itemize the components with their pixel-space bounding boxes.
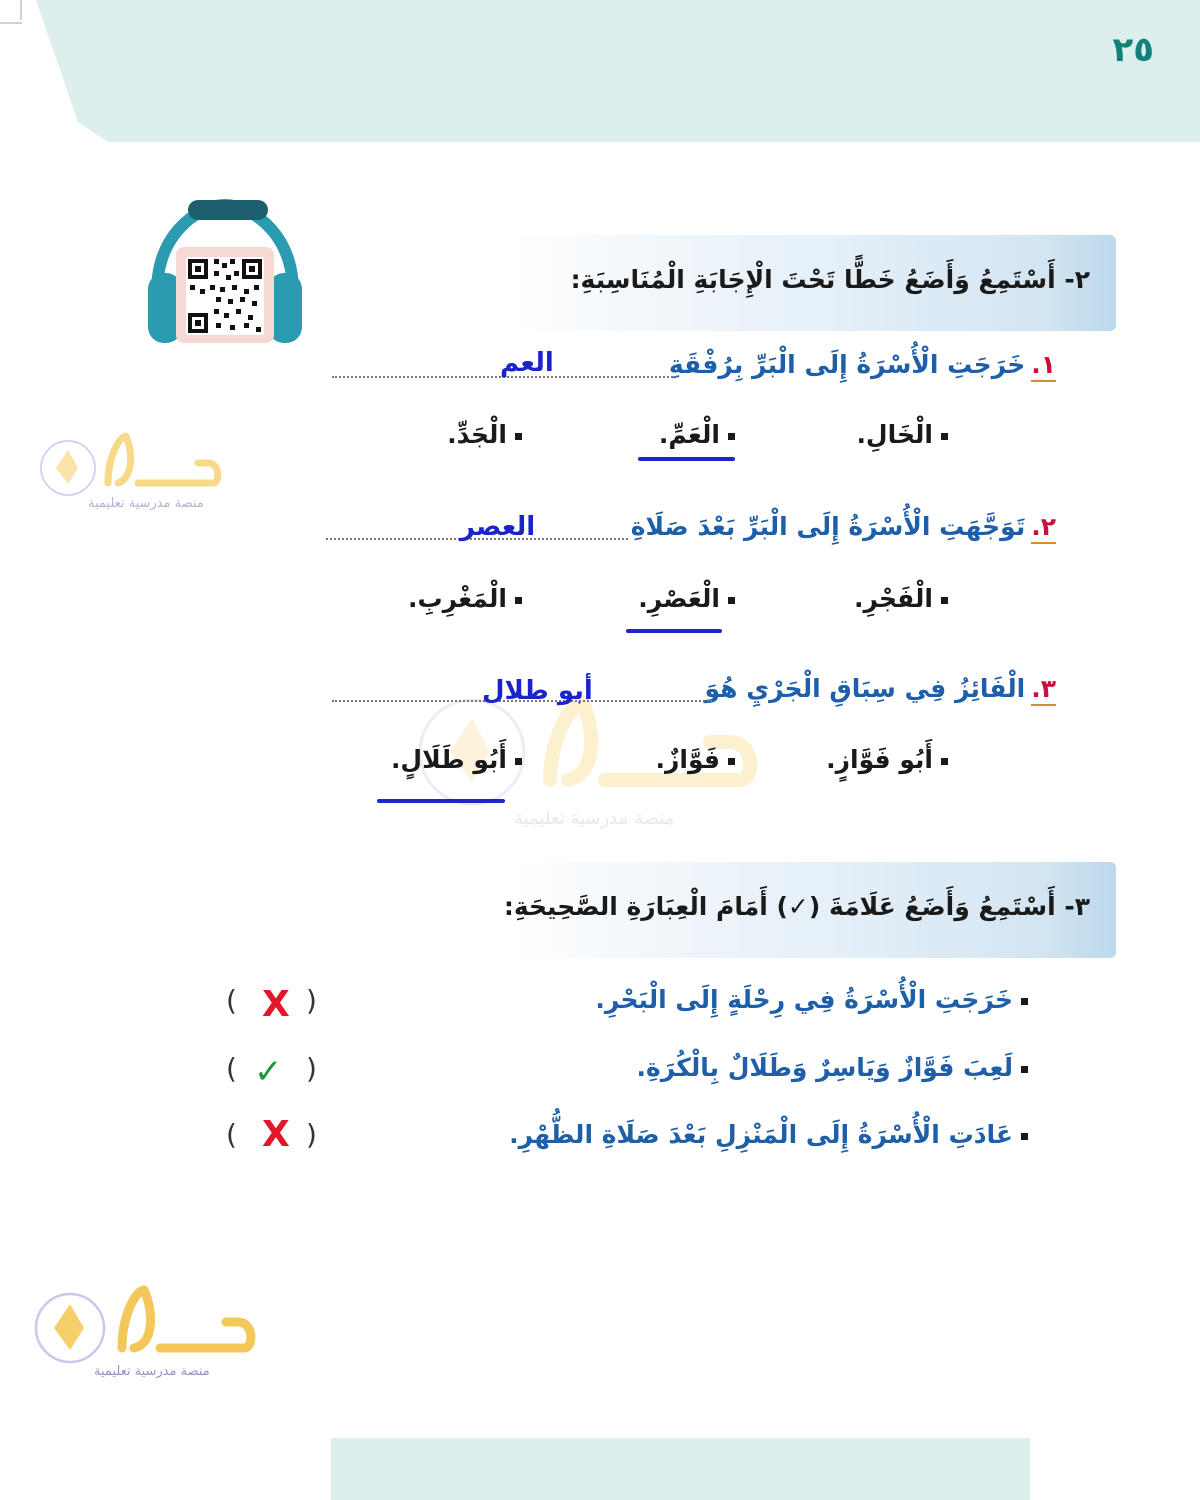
statement-1: خَرَجَتِ الْأُسْرَةُ فِي رِحْلَةٍ إِلَى الْبَحْرِ. bbox=[595, 985, 1028, 1014]
q1-option-1[interactable]: الْخَالِ. bbox=[856, 420, 948, 449]
wrong-mark-icon: X bbox=[262, 1114, 290, 1155]
q2-option-3[interactable]: الْمَغْرِبِ. bbox=[408, 584, 522, 613]
watermark-tagline-bottom: منصة مدرسية تعليمية bbox=[94, 1364, 210, 1379]
q2-underline-mark bbox=[626, 629, 722, 633]
q3-option-3[interactable]: أَبُو طَلَالٍ. bbox=[391, 745, 522, 774]
question-1 bbox=[669, 350, 1056, 379]
hulul-logo-bottom bbox=[32, 1278, 282, 1388]
q2-option-2[interactable]: الْعَصْرِ. bbox=[638, 584, 735, 613]
bullet-icon bbox=[515, 758, 522, 765]
question-1-text: خَرَجَتِ الْأُسْرَةُ إِلَى الْبَرِّ بِرُفْقَةِ bbox=[668, 350, 1026, 379]
paren-open: ( bbox=[226, 1118, 237, 1151]
headphones-qr-icon[interactable] bbox=[140, 195, 310, 360]
bullet-icon bbox=[1021, 1066, 1028, 1073]
paren-close: ) bbox=[306, 984, 317, 1017]
bullet-icon bbox=[728, 758, 735, 765]
bullet-icon bbox=[1021, 1133, 1028, 1140]
bullet-icon bbox=[941, 597, 948, 604]
question-3-number: ٣. bbox=[1031, 674, 1056, 706]
question-2-number: ٢. bbox=[1031, 512, 1056, 544]
q1-option-2[interactable]: الْعَمِّ. bbox=[659, 420, 735, 449]
bottom-band bbox=[331, 1438, 1030, 1500]
corner-mark-vertical bbox=[20, 0, 22, 20]
handwritten-answer-2: العصر bbox=[460, 512, 536, 542]
handwritten-answer-1: العم bbox=[500, 348, 554, 378]
bullet-icon bbox=[941, 433, 948, 440]
question-2-text: تَوَجَّهَتِ الْأُسْرَةُ إِلَى الْبَرِّ بَعْدَ صَلَاةِ bbox=[630, 512, 1026, 541]
paren-open: ( bbox=[226, 984, 237, 1017]
q3-underline-mark bbox=[377, 799, 505, 803]
q1-underline-mark bbox=[638, 457, 735, 461]
hulul-logo-icon bbox=[38, 428, 238, 518]
question-2 bbox=[631, 512, 1056, 541]
section-3-title: ٣- أَسْتَمِعُ وَأَضَعُ عَلَامَةَ (✓) أَمَامَ الْعِبَارَةِ الصَّحِيحَةِ: bbox=[503, 892, 1090, 921]
paren-open: ( bbox=[226, 1052, 237, 1085]
q3-option-1[interactable]: أَبُو فَوَّازٍ. bbox=[826, 745, 948, 774]
page-number: ٢٥ bbox=[1112, 30, 1154, 70]
paren-close: ) bbox=[306, 1052, 317, 1085]
q3-option-2[interactable]: فَوَّازٌ. bbox=[655, 745, 735, 774]
bullet-icon bbox=[515, 433, 522, 440]
statement-3: عَادَتِ الْأُسْرَةُ إِلَى الْمَنْزِلِ بَعْدَ صَلَاةِ الظُّهْرِ. bbox=[509, 1120, 1028, 1149]
corner-mark bbox=[0, 22, 22, 24]
top-header-band bbox=[0, 0, 1200, 142]
bullet-icon bbox=[728, 597, 735, 604]
bullet-icon bbox=[941, 758, 948, 765]
question-3 bbox=[705, 674, 1057, 703]
paren-close: ) bbox=[306, 1118, 317, 1151]
statement-2: لَعِبَ فَوَّازٌ وَيَاسِرٌ وَطَلَالٌ بِالْكُرَةِ. bbox=[636, 1053, 1028, 1082]
bullet-icon bbox=[515, 597, 522, 604]
q1-option-3[interactable]: الْجَدِّ. bbox=[447, 420, 522, 449]
handwritten-answer-3: أبو طلال bbox=[482, 676, 593, 706]
bullet-icon bbox=[1021, 998, 1028, 1005]
bullet-icon bbox=[728, 433, 735, 440]
q2-option-1[interactable]: الْفَجْرِ. bbox=[854, 584, 948, 613]
question-3-text: الْفَائِزُ فِي سِبَاقِ الْجَرْيِ هُوَ bbox=[704, 674, 1026, 703]
section-2-title: ٢- أَسْتَمِعُ وَأَضَعُ خَطًّا تَحْتَ الْإِجَابَةِ الْمُنَاسِبَةِ: bbox=[570, 265, 1090, 294]
watermark-tagline: منصة مدرسية تعليمية bbox=[88, 496, 204, 511]
question-1-number: ١. bbox=[1031, 350, 1056, 382]
watermark-tagline-center: منصة مدرسية تعليمية bbox=[514, 808, 675, 829]
check-mark-icon: ✓ bbox=[254, 1052, 283, 1092]
wrong-mark-icon: X bbox=[262, 984, 290, 1025]
